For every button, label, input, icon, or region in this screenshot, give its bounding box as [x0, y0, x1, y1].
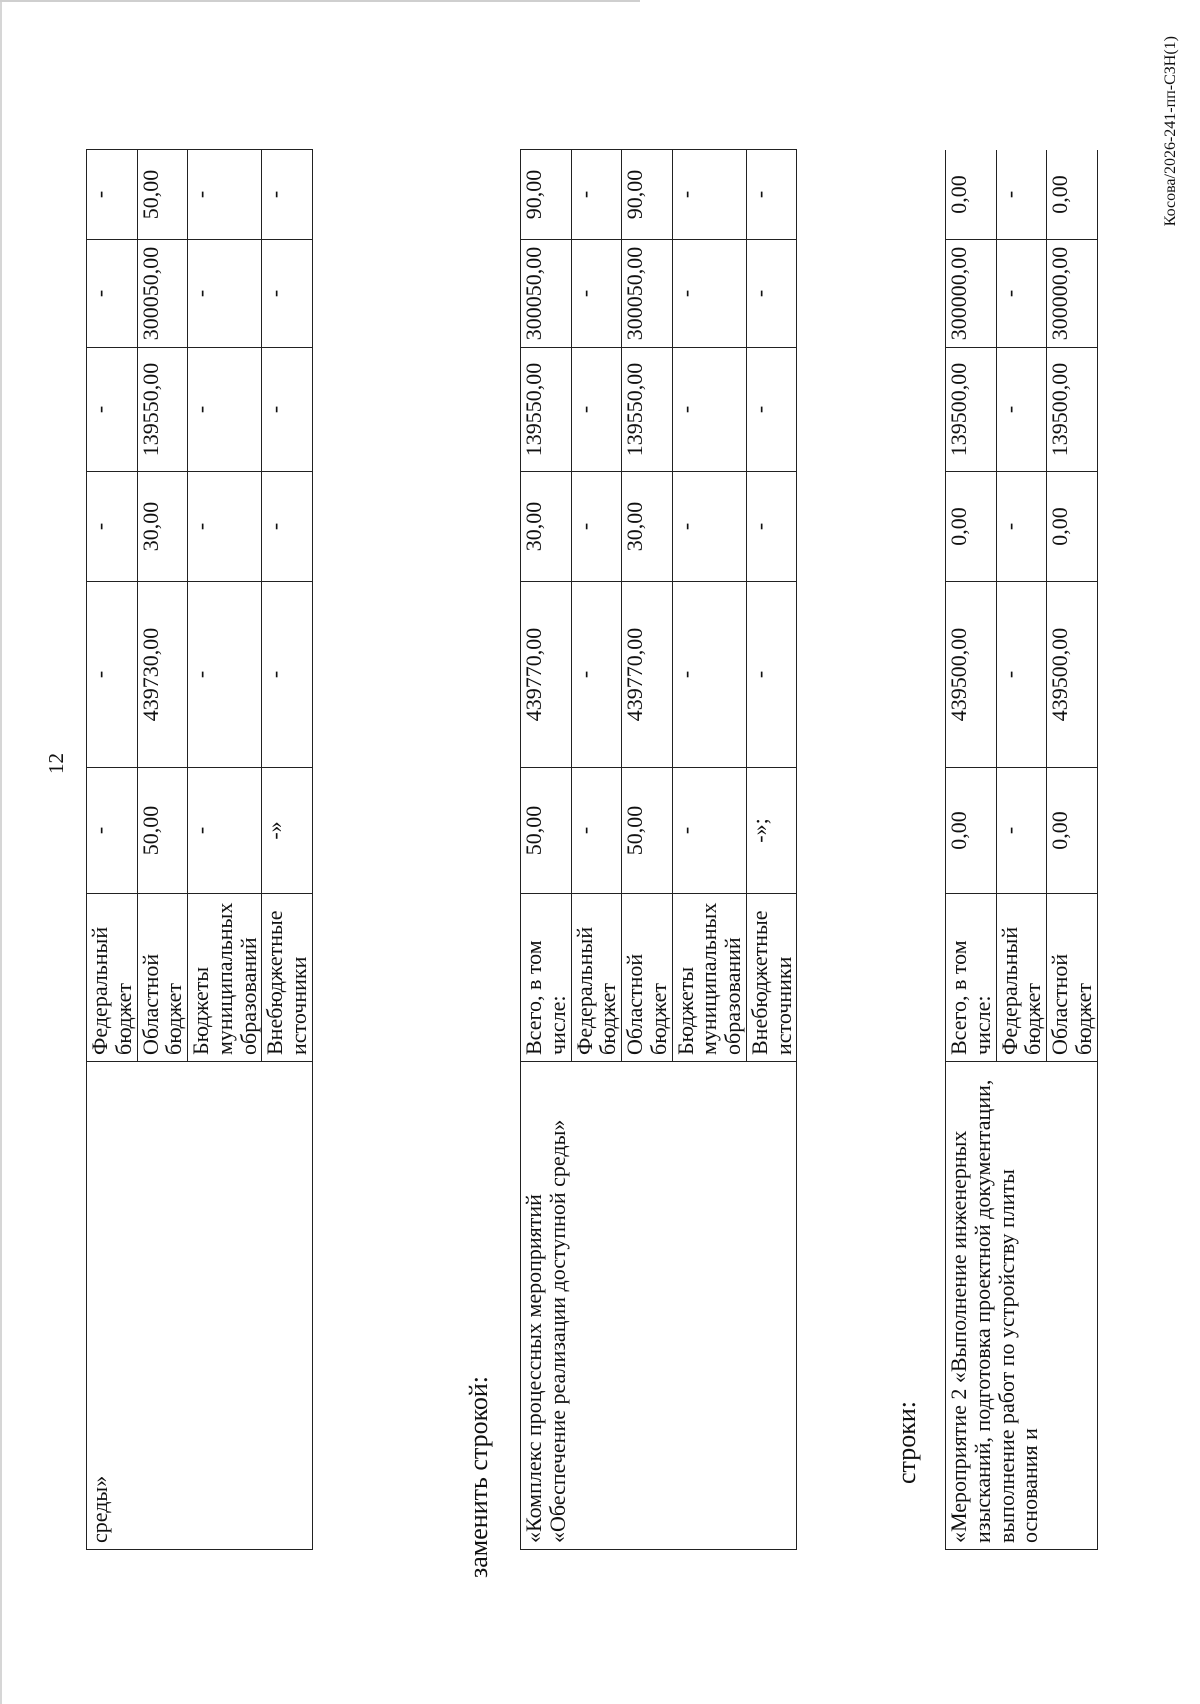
value-cell: 300000,00: [1047, 240, 1098, 348]
page-number: 12: [44, 753, 68, 774]
table-row: [946, 150, 997, 1550]
value-cell: -: [672, 768, 746, 894]
value-cell: 300000,00: [946, 240, 997, 348]
value-cell: -: [571, 582, 622, 768]
value-cell: -»;: [746, 768, 797, 894]
value-cell: -: [188, 150, 262, 240]
rows-phrase: строки:: [892, 1401, 921, 1484]
value-cell: 139500,00: [946, 348, 997, 472]
value-cell: 30,00: [137, 472, 188, 582]
value-cell: -: [996, 240, 1047, 348]
value-cell: 439730,00: [137, 582, 188, 768]
value-cell: 0,00: [946, 472, 997, 582]
value-cell: -: [571, 472, 622, 582]
value-cell: 30,00: [622, 472, 673, 582]
source-cell: Бюджеты муниципальных образований: [188, 894, 262, 1062]
source-cell: Внебюджетные источники: [262, 894, 313, 1062]
value-cell: -: [672, 472, 746, 582]
table-row: [521, 150, 572, 1550]
source-cell: Бюджеты муниципальных образований: [672, 894, 746, 1062]
value-cell: -»: [262, 768, 313, 894]
source-cell: Областной бюджет: [1047, 894, 1098, 1062]
value-cell: -: [87, 348, 138, 472]
value-cell: -: [746, 240, 797, 348]
table-row: [87, 150, 138, 1550]
table-prev-entry: [86, 149, 313, 1550]
source-cell: Федеральный бюджет: [996, 894, 1047, 1062]
value-cell: 0,00: [1047, 472, 1098, 582]
value-cell: -: [746, 348, 797, 472]
source-cell: Всего, в том числе:: [521, 894, 572, 1062]
value-cell: 300050,00: [521, 240, 572, 348]
value-cell: -: [571, 240, 622, 348]
value-cell: -: [87, 472, 138, 582]
value-cell: -: [746, 582, 797, 768]
value-cell: -: [996, 150, 1047, 240]
value-cell: 50,00: [622, 768, 673, 894]
value-cell: -: [87, 768, 138, 894]
event-table-clip: [945, 150, 1167, 1550]
replace-with-phrase: заменить строкой:: [464, 1375, 493, 1578]
source-cell: Федеральный бюджет: [571, 894, 622, 1062]
value-cell: -: [188, 472, 262, 582]
value-cell: 439500,00: [1047, 582, 1098, 768]
value-cell: 50,00: [137, 150, 188, 240]
value-cell: -: [571, 150, 622, 240]
source-cell: Федеральный бюджет: [87, 894, 138, 1062]
value-cell: -: [746, 150, 797, 240]
value-cell: 90,00: [521, 150, 572, 240]
value-cell: -: [672, 150, 746, 240]
value-cell: -: [672, 582, 746, 768]
value-cell: -: [87, 582, 138, 768]
value-cell: 139550,00: [521, 348, 572, 472]
value-cell: -: [746, 472, 797, 582]
source-cell: Областной бюджет: [137, 894, 188, 1062]
value-cell: -: [262, 472, 313, 582]
value-cell: -: [262, 348, 313, 472]
value-cell: -: [188, 240, 262, 348]
value-cell: -: [188, 348, 262, 472]
value-cell: 439770,00: [622, 582, 673, 768]
value-cell: -: [188, 582, 262, 768]
value-cell: 30,00: [521, 472, 572, 582]
value-cell: 139550,00: [137, 348, 188, 472]
value-cell: -: [87, 240, 138, 348]
value-cell: -: [996, 768, 1047, 894]
value-cell: 439500,00: [946, 582, 997, 768]
value-cell: -: [996, 472, 1047, 582]
table-event-entry: [945, 150, 1098, 1550]
source-cell: Всего, в том числе:: [946, 894, 997, 1062]
value-cell: -: [262, 582, 313, 768]
value-cell: 0,00: [946, 768, 997, 894]
value-cell: 50,00: [521, 768, 572, 894]
source-cell: Внебюджетные источники: [746, 894, 797, 1062]
value-cell: -: [996, 348, 1047, 472]
value-cell: -: [262, 240, 313, 348]
value-cell: 139550,00: [622, 348, 673, 472]
value-cell: 139500,00: [1047, 348, 1098, 472]
value-cell: -: [188, 768, 262, 894]
value-cell: -: [262, 150, 313, 240]
value-cell: 300050,00: [137, 240, 188, 348]
value-cell: -: [87, 150, 138, 240]
value-cell: -: [571, 348, 622, 472]
value-cell: -: [672, 348, 746, 472]
value-cell: 0,00: [946, 150, 997, 240]
value-cell: 439770,00: [521, 582, 572, 768]
table-new-entry: [520, 149, 797, 1550]
document-code: Косова/2026-241-пп-СЗН(1): [1162, 36, 1179, 227]
value-cell: 0,00: [1047, 150, 1098, 240]
entry-title-cell: «Комплекс процессных мероприятий «Обеспечение реализации доступной среды»: [521, 1062, 797, 1550]
entry-title-cell: среды»: [87, 1062, 313, 1550]
value-cell: -: [571, 768, 622, 894]
value-cell: 300050,00: [622, 240, 673, 348]
value-cell: -: [996, 582, 1047, 768]
value-cell: 0,00: [1047, 768, 1098, 894]
entry-title-cell: «Мероприятие 2 «Выполнение инженерных изысканий, подготовка проектной документации, выполнение работ по устройству плиты основания и: [946, 1062, 1098, 1550]
value-cell: 50,00: [137, 768, 188, 894]
source-cell: Областной бюджет: [622, 894, 673, 1062]
value-cell: 90,00: [622, 150, 673, 240]
value-cell: -: [672, 240, 746, 348]
